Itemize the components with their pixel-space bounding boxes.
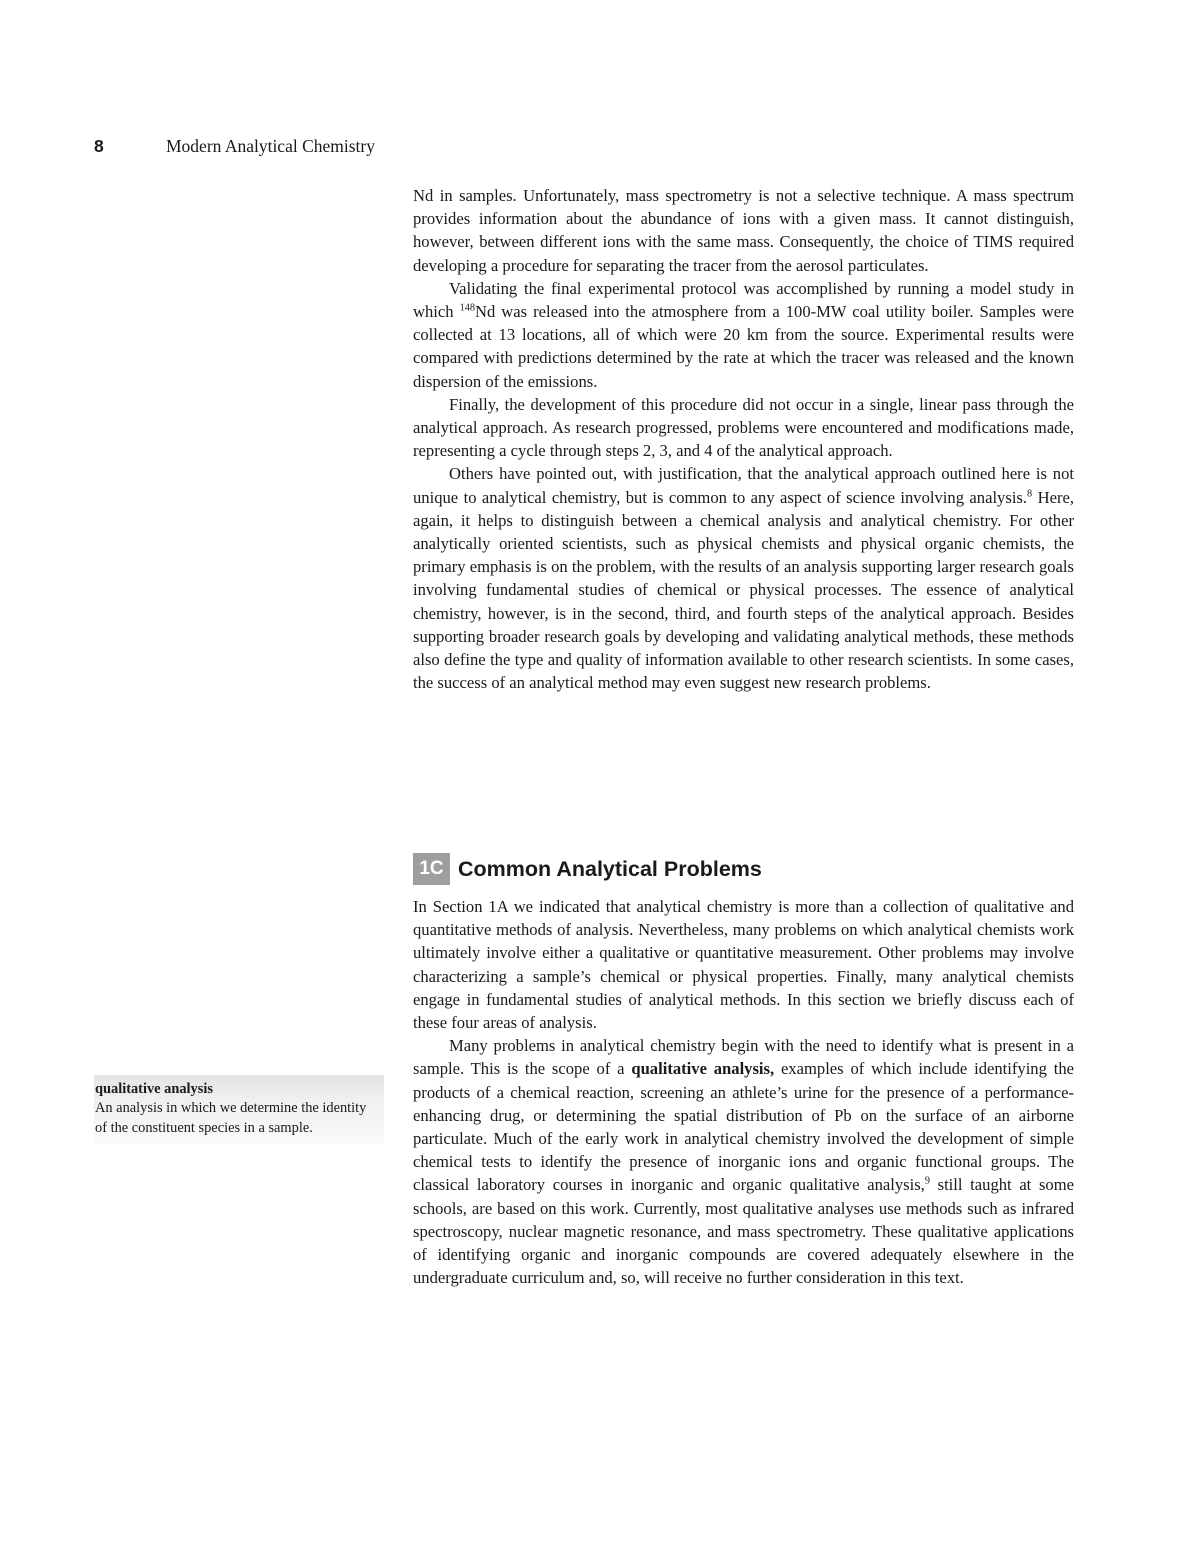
paragraph-qualitative-analysis [413,1034,1074,1289]
paragraph-validation [413,277,1074,393]
glossary-definition: An analysis in which we determine the identity of the constituent species in a sample. [95,1100,367,1136]
running-head [94,136,1100,162]
isotope-mass-number: 148 [459,302,475,314]
main-column-text [413,184,1074,694]
paragraph-section-intro: In Section 1A we indicated that analytical chemistry is more than a collection of qualitative and quantitative methods of analysis. Nevertheless, many problems on which analytical chemists work ultimately involve either a qualitative or quantitative measurement. Other problems may involve characterizing a sample’s chemical or physical properties. Finally, many analytical chemists engage in fundamental studies of analytical methods. In this section we briefly discuss each of these four areas of analysis. [413,897,1074,1033]
justification-text-start: Others have pointed out, with justification, that the analytical approach outlined here is not unique to analytical chemistry, but is common to any aspect of science involving analysis. [413,464,1074,507]
reference-8: 8 [1027,488,1033,500]
book-title: Modern Analytical Chemistry [166,136,375,156]
section-number-badge: 1C [413,853,450,885]
qualitative-analysis-term: qualitative analysis, [631,1059,775,1079]
page-number: 8 [94,136,104,156]
qualitative-text-start: Many problems in analytical chemistry begin with the need to identify what is present in a sample. This is the scope of a [413,1036,1074,1079]
validation-text-end: Nd was released into the atmosphere from a 100-MW coal utility boiler. Samples were collected at 13 locations, all of which were 20 km from the source. Experimental results were compared with predictions determined by the rate at which the tracer was released and the known dispersion of the emissions. [413,302,1075,391]
margin-glossary-note [94,1075,384,1144]
justification-text-end: Here, again, it helps to distinguish between a chemical analysis and analytical chemistry. For other analytically oriented scientists, such as physical chemists and physical organic chemists, the primary emphasis is on the problem, with the results of an analysis supporting larger research goals involving fundamental studies of chemical or physical processes. The essence of analytical chemistry, however, is in the second, third, and fourth steps of the analytical approach. Besides supporting broader research goals by developing and validating analytical methods, these methods also define the type and quality of information available to other research scientists. In some cases, the success of an analytical method may even suggest new research problems. [413,487,1074,693]
paragraph-development: Finally, the development of this procedure did not occur in a single, linear pass through the analytical approach. As research progressed, problems were encountered and modifications made, representing a cycle through steps 2, 3, and 4 of the analytical approach. [413,394,1074,461]
qualitative-text-end: still taught at some schools, are based on this work. Currently, most qualitative analyses use methods such as infrared spectroscopy, nuclear magnetic resonance, and mass spectrometry. These qualitative applications of identifying organic and inorganic compounds are covered adequately elsewhere in the undergraduate curriculum and, so, will receive no further consideration in this text. [413,1175,1074,1288]
section-heading [413,852,1074,886]
paragraph-justification [413,462,1074,694]
glossary-term: qualitative analysis [95,1081,213,1097]
reference-9: 9 [924,1175,930,1187]
qualitative-text-middle: examples of which include identifying the products of a chemical reaction, screening an athlete’s urine for the presence of a performance-enhancing drug, or determining the spatial distribution of Pb on the surface of an airborne particulate. Much of the early work in analytical chemistry involved the development of simple chemical tests to identify the presence of inorganic ions and organic functional groups. The classical laboratory courses in inorganic and organic qualitative analysis, [413,1059,1074,1195]
section-body-text [413,895,1074,1289]
validation-text-start: Validating the final experimental protocol was accomplished by running a model study in which [413,278,1074,322]
section-title: Common Analytical Problems [458,856,762,881]
paragraph-nd-samples: Nd in samples. Unfortunately, mass spectrometry is not a selective technique. A mass spectrum provides information about the abundance of ions with a given mass. It cannot distinguish, however, between different ions with the same mass. Consequently, the choice of TIMS required developing a procedure for separating the tracer from the aerosol particulates. [413,186,1074,275]
